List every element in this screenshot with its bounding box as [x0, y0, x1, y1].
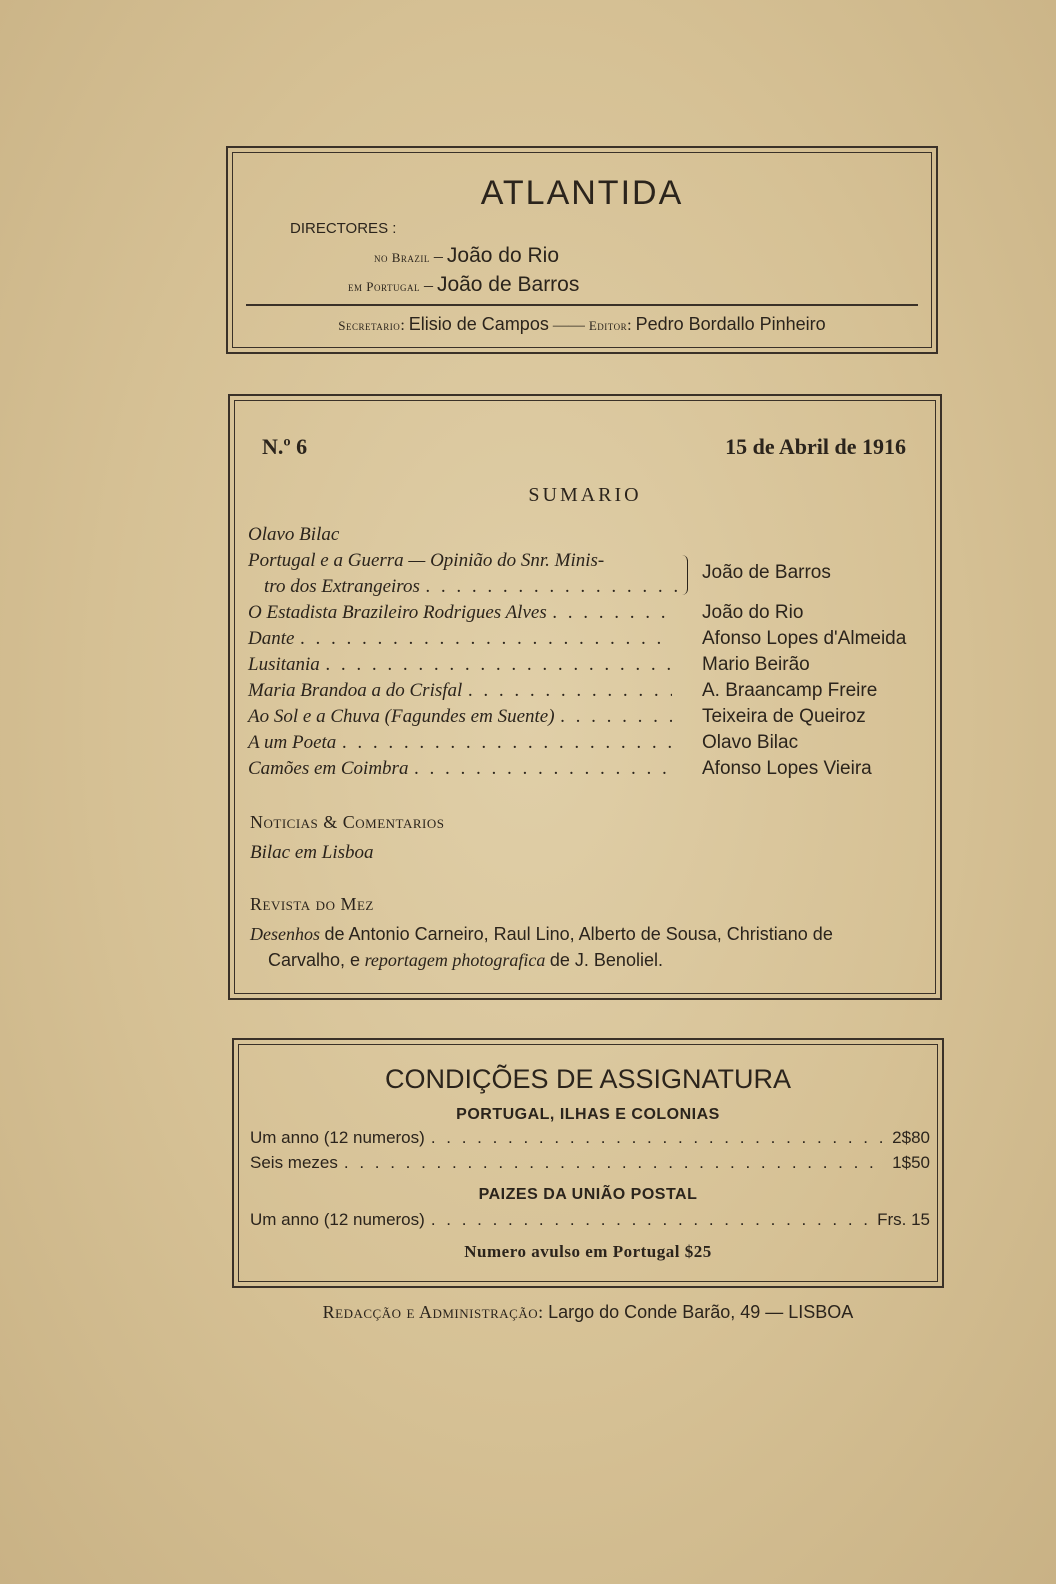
single-issue-price: Numero avulso em Portugal $25 — [464, 1242, 712, 1261]
issue-date: 15 de Abril de 1916 — [725, 434, 906, 459]
review-heading: Revista do Mez — [250, 894, 374, 914]
price-row: Um anno (12 numeros) . . . 2$80 — [250, 1128, 930, 1148]
toc-author: Afonso Lopes d'Almeida — [702, 628, 907, 649]
issue-number: N.º 6 — [262, 434, 308, 459]
toc-entry: A um Poeta . . . — [248, 732, 678, 754]
staff-line: Secretario: Elisio de Campos —— Editor: Pedro Bordallo Pinheiro — [338, 314, 826, 334]
toc-entry-olavo-bilac: Olavo Bilac — [248, 524, 340, 545]
toc-entry-portugal-line1: Portugal e a Guerra — Opinião do Snr. Minis- — [248, 550, 605, 571]
toc-entry: Dante . . . — [248, 628, 678, 650]
review-text-2b: de J. Benoliel. — [549, 950, 663, 970]
masthead-box — [226, 146, 938, 354]
toc-author-portugal: João de Barros — [702, 562, 831, 583]
footer-label: Redacção e Administração: — [322, 1302, 544, 1322]
brazil-label: no Brazil — [374, 250, 430, 265]
review-desenhos: Desenhos — [250, 924, 320, 944]
secretary-label: Secretario — [338, 318, 401, 333]
news-heading: Noticias & Comentarios — [250, 812, 445, 832]
portugal-subscription-heading: PORTUGAL, ILHAS E COLONIAS — [456, 1106, 720, 1123]
review-text-2a: Carvalho, e — [268, 950, 361, 970]
toc-author: Mario Beirão — [702, 654, 810, 675]
toc-entry: Ao Sol e a Chuva (Fagundes em Suente) . . . — [248, 706, 678, 728]
masthead-divider — [246, 304, 918, 306]
toc-entry: O Estadista Brazileiro Rodrigues Alves . . . — [248, 602, 678, 624]
portugal-director: João de Barros — [436, 273, 580, 296]
union-subscription-heading: PAIZES DA UNIÃO POSTAL — [478, 1186, 698, 1203]
brazil-director: João do Rio — [446, 244, 559, 267]
toc-entry: Maria Brandoa a do Crisfal . . . — [248, 680, 678, 702]
review-line-2 — [268, 950, 663, 971]
secretary-name: Elisio de Campos — [408, 314, 549, 334]
toc-author: A. Braancamp Freire — [702, 680, 878, 701]
toc-author: Afonso Lopes Vieira — [702, 758, 872, 779]
footer-address: Largo do Conde Barão, 49 — LISBOA — [548, 1302, 854, 1322]
footer-address-line — [0, 1302, 1056, 1323]
price-row: Um anno (12 numeros) . . . Frs. 15 — [250, 1210, 930, 1230]
summary-heading: SUMARIO — [528, 484, 642, 506]
toc-entry: Camões em Coimbra . . . — [248, 758, 678, 780]
toc-entry: Lusitania . . . — [248, 654, 678, 676]
toc-author: Olavo Bilac — [702, 732, 799, 753]
portugal-label: em Portugal — [348, 279, 420, 294]
magazine-title: ATLANTIDA — [480, 174, 684, 212]
toc-entry-portugal-line2: tro dos Extrangeiros . . . — [264, 576, 678, 598]
toc-author: João do Rio — [702, 602, 804, 623]
price-row: Seis mezes . . . 1$50 — [250, 1153, 930, 1173]
review-reportagem: reportagem photografica — [364, 950, 546, 970]
news-item: Bilac em Lisboa — [250, 842, 374, 863]
toc-author: Teixeira de Queiroz — [702, 706, 866, 727]
director-portugal-line: em Portugal – João de Barros — [348, 273, 580, 296]
directors-label: DIRECTORES : — [290, 220, 397, 237]
subscription-heading: CONDIÇÕES DE ASSIGNATURA — [384, 1064, 792, 1094]
editor-label: Editor — [588, 318, 628, 333]
director-brazil-line: no Brazil – João do Rio — [374, 244, 559, 267]
review-text-1: de Antonio Carneiro, Raul Lino, Alberto de Sousa, Christiano de — [324, 924, 833, 944]
toc-bracket — [682, 555, 688, 595]
review-line-1 — [250, 924, 833, 945]
editor-name: Pedro Bordallo Pinheiro — [635, 314, 826, 334]
